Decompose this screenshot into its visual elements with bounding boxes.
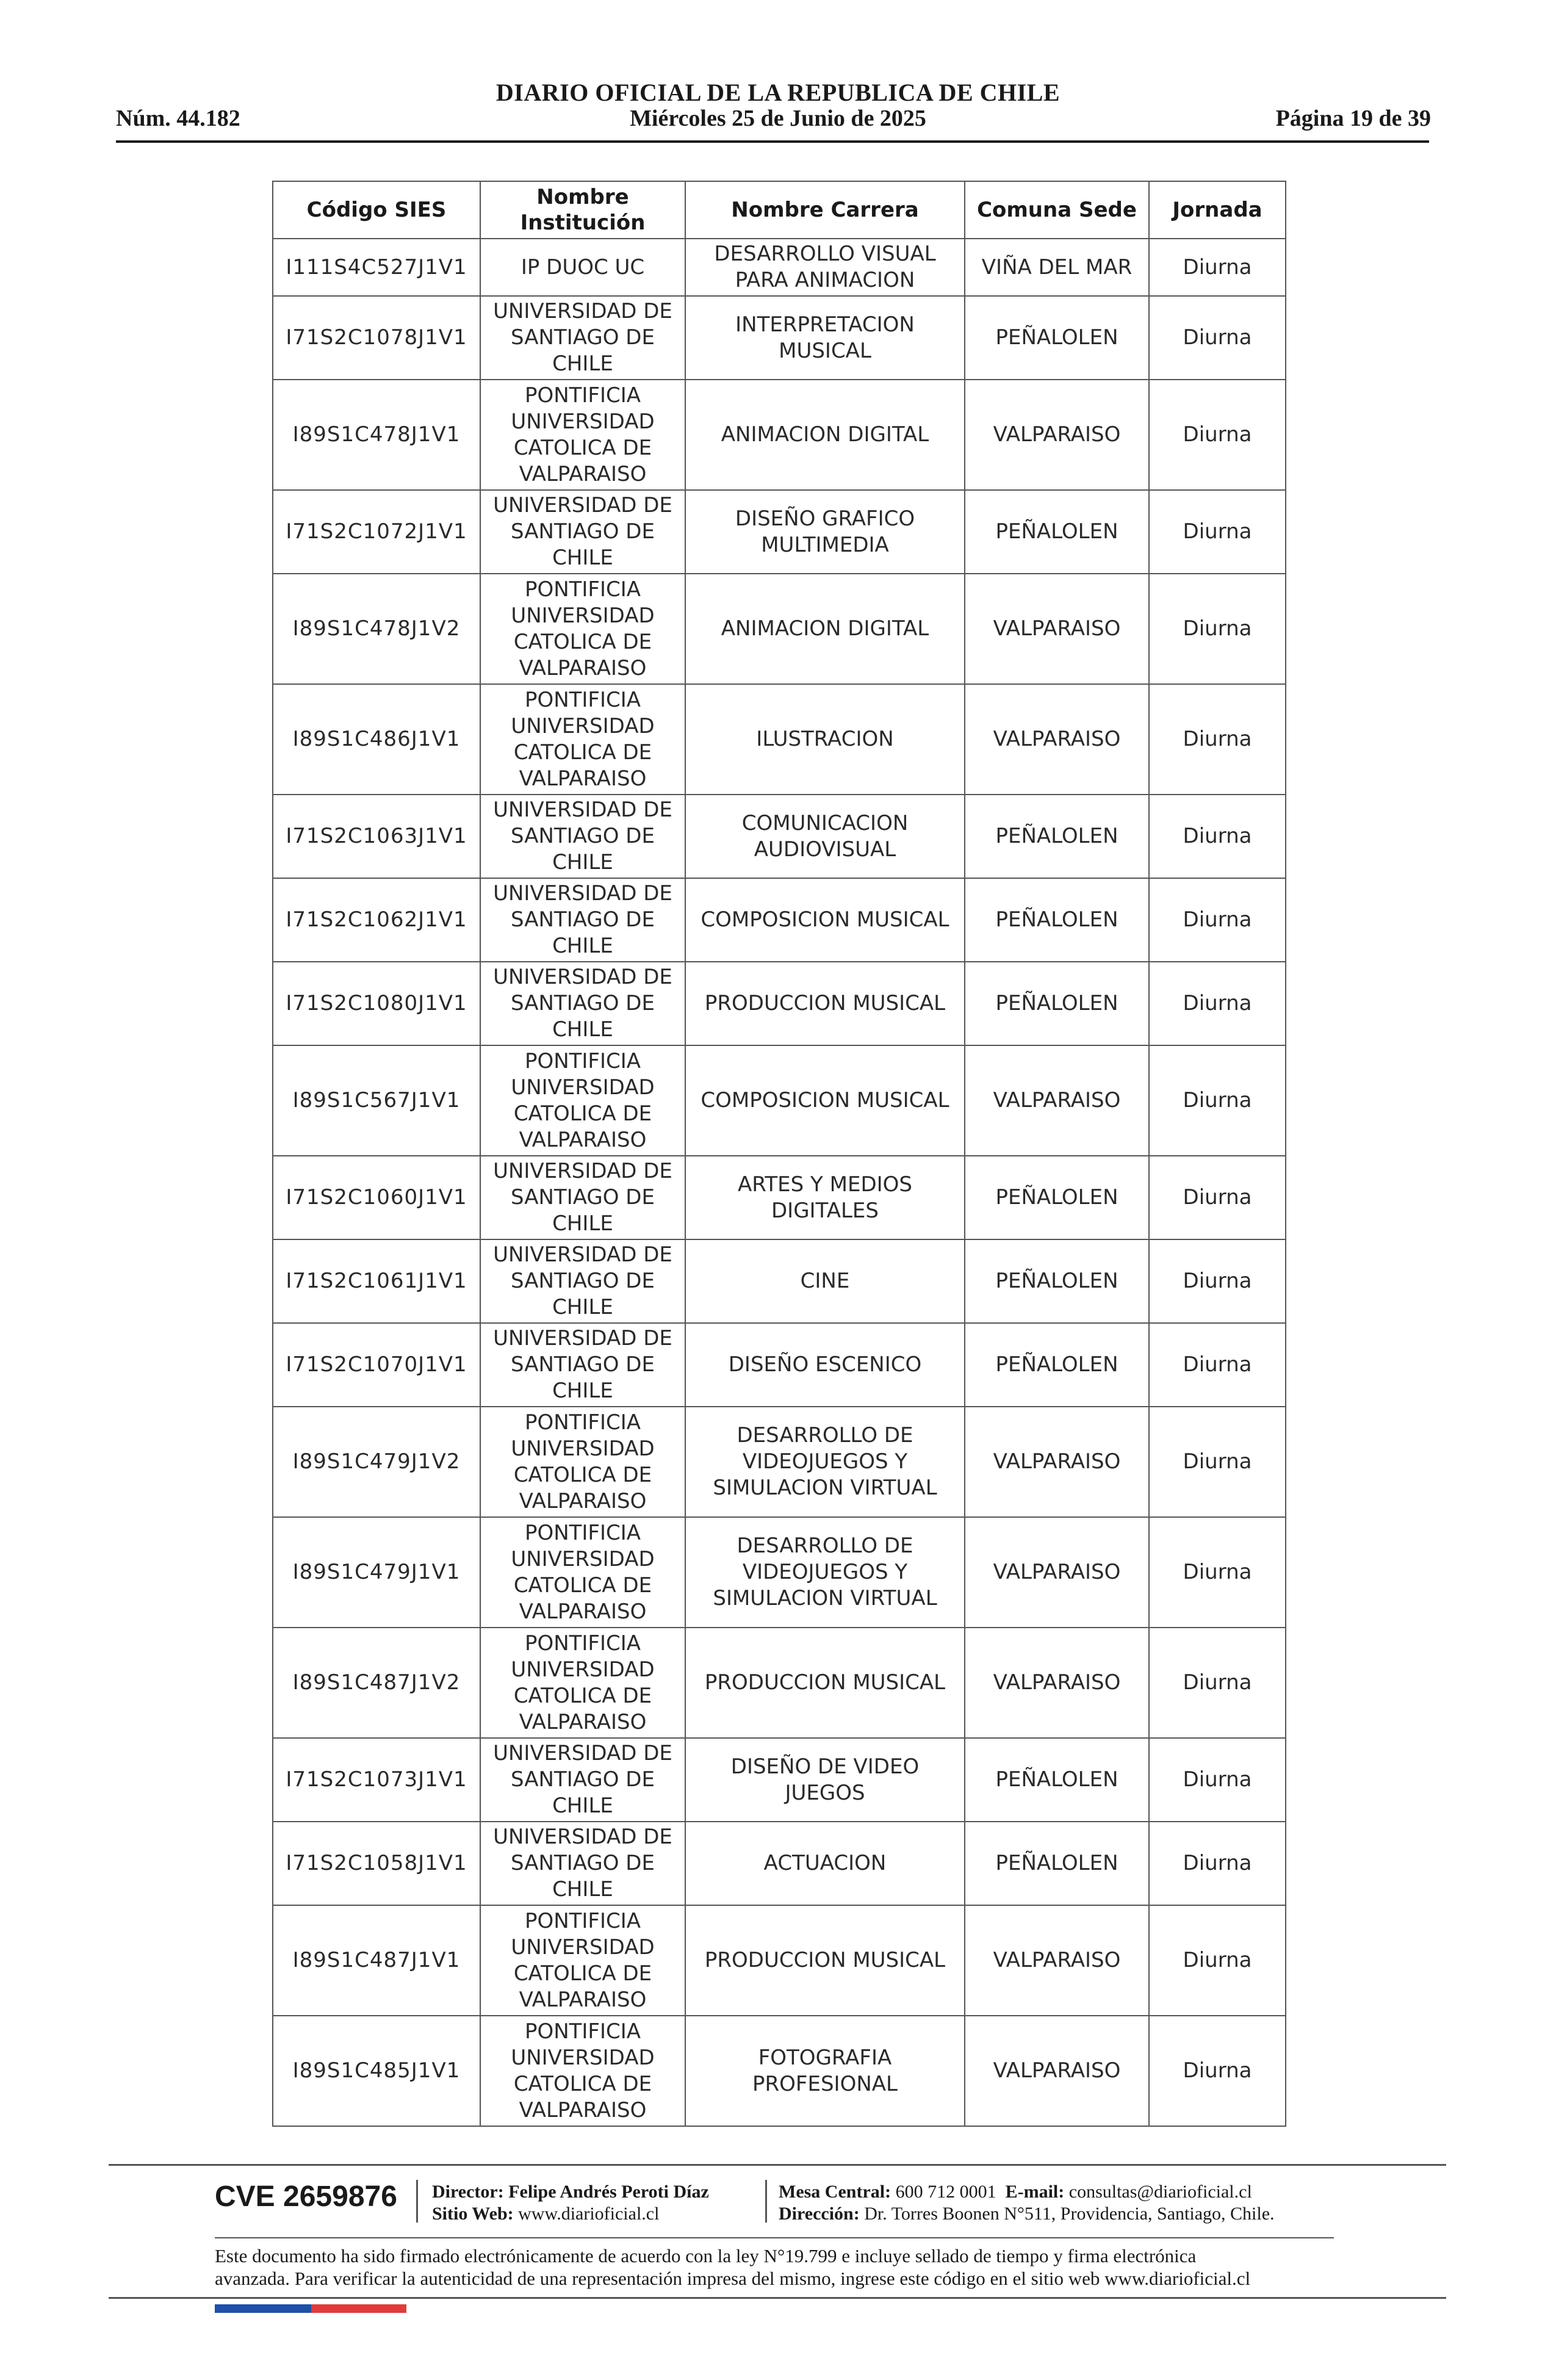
table-row <box>273 878 1286 962</box>
footer-contact-block <box>779 2181 1275 2225</box>
cell-codigo: I111S4C527J1V1 <box>273 239 480 296</box>
newspaper-title: DIARIO OFICIAL DE LA REPUBLICA DE CHILE <box>495 79 1061 106</box>
legal-line: Este documento ha sido firmado electrónicamente de acuerdo con la ley N°19.799 e incluye sellado de tiempo y firma electrónica <box>215 2245 1197 2266</box>
table-row <box>273 1822 1286 1905</box>
cell-institucion: UNIVERSIDAD DE SANTIAGO DE CHILE <box>480 296 685 380</box>
cell-comuna: PEÑALOLEN <box>965 490 1149 574</box>
cell-jornada: Diurna <box>1149 296 1286 380</box>
cell-codigo: I71S2C1062J1V1 <box>273 878 480 962</box>
cell-carrera: DESARROLLO DE VIDEOJUEGOS Y SIMULACION VIRTUAL <box>685 1407 965 1517</box>
cell-jornada: Diurna <box>1149 1738 1286 1822</box>
cell-comuna: VALPARAISO <box>965 684 1149 795</box>
email-label: E-mail: <box>1005 2182 1065 2202</box>
cell-codigo: I71S2C1078J1V1 <box>273 296 480 380</box>
cell-institucion: PONTIFICIA UNIVERSIDAD CATOLICA DE VALPARAISO <box>480 1407 685 1517</box>
director-label: Director: <box>432 2182 504 2202</box>
cell-carrera: DISEÑO ESCENICO <box>685 1323 965 1407</box>
cell-jornada: Diurna <box>1149 1905 1286 2016</box>
table-row <box>273 1045 1286 1156</box>
cell-jornada: Diurna <box>1149 878 1286 962</box>
cell-carrera: PRODUCCION MUSICAL <box>685 1628 965 1738</box>
cell-comuna: PEÑALOLEN <box>965 962 1149 1045</box>
address-label: Dirección: <box>779 2204 860 2224</box>
web-label: Sitio Web: <box>432 2204 514 2224</box>
cell-carrera: DESARROLLO DE VIDEOJUEGOS Y SIMULACION VIRTUAL <box>685 1517 965 1628</box>
table-row <box>273 239 1286 296</box>
cell-institucion: PONTIFICIA UNIVERSIDAD CATOLICA DE VALPARAISO <box>480 574 685 684</box>
cell-codigo: I89S1C478J1V2 <box>273 574 480 684</box>
cell-codigo: I89S1C478J1V1 <box>273 380 480 490</box>
cell-codigo: I89S1C485J1V1 <box>273 2016 480 2126</box>
cell-jornada: Diurna <box>1149 380 1286 490</box>
cell-institucion: PONTIFICIA UNIVERSIDAD CATOLICA DE VALPARAISO <box>480 2016 685 2126</box>
cell-codigo: I71S2C1080J1V1 <box>273 962 480 1045</box>
cell-institucion: PONTIFICIA UNIVERSIDAD CATOLICA DE VALPARAISO <box>480 1628 685 1738</box>
cell-codigo: I71S2C1070J1V1 <box>273 1323 480 1407</box>
table-row <box>273 795 1286 878</box>
cve-code: CVE 2659876 <box>215 2180 397 2213</box>
cell-carrera: ANIMACION DIGITAL <box>685 574 965 684</box>
cell-comuna: PEÑALOLEN <box>965 1323 1149 1407</box>
cell-comuna: PEÑALOLEN <box>965 1156 1149 1239</box>
cell-jornada: Diurna <box>1149 2016 1286 2126</box>
table-row <box>273 490 1286 574</box>
cell-institucion: UNIVERSIDAD DE SANTIAGO DE CHILE <box>480 1156 685 1239</box>
cell-codigo: I71S2C1063J1V1 <box>273 795 480 878</box>
cell-comuna: PEÑALOLEN <box>965 1239 1149 1323</box>
cell-comuna: PEÑALOLEN <box>965 1738 1149 1822</box>
table-row <box>273 1905 1286 2016</box>
cell-comuna: VIÑA DEL MAR <box>965 239 1149 296</box>
director-name: Felipe Andrés Peroti Díaz <box>508 2182 709 2202</box>
table-row <box>273 2016 1286 2126</box>
cell-institucion: PONTIFICIA UNIVERSIDAD CATOLICA DE VALPARAISO <box>480 1905 685 2016</box>
cell-codigo: I71S2C1060J1V1 <box>273 1156 480 1239</box>
cell-jornada: Diurna <box>1149 1156 1286 1239</box>
footer-divider <box>215 2237 1334 2238</box>
cell-codigo: I71S2C1061J1V1 <box>273 1239 480 1323</box>
footer-divider <box>109 2164 1446 2166</box>
cell-carrera: COMPOSICION MUSICAL <box>685 878 965 962</box>
mesa-label: Mesa Central: <box>779 2182 891 2202</box>
table-row <box>273 1239 1286 1323</box>
cell-institucion: UNIVERSIDAD DE SANTIAGO DE CHILE <box>480 795 685 878</box>
cell-carrera: COMPOSICION MUSICAL <box>685 1045 965 1156</box>
cell-carrera: FOTOGRAFIA PROFESIONAL <box>685 2016 965 2126</box>
cell-carrera: DESARROLLO VISUAL PARA ANIMACION <box>685 239 965 296</box>
cell-institucion: UNIVERSIDAD DE SANTIAGO DE CHILE <box>480 490 685 574</box>
cell-comuna: VALPARAISO <box>965 1628 1149 1738</box>
cell-institucion: PONTIFICIA UNIVERSIDAD CATOLICA DE VALPARAISO <box>480 1517 685 1628</box>
cell-institucion: PONTIFICIA UNIVERSIDAD CATOLICA DE VALPARAISO <box>480 1045 685 1156</box>
cell-codigo: I89S1C479J1V2 <box>273 1407 480 1517</box>
cell-codigo: I71S2C1073J1V1 <box>273 1738 480 1822</box>
cell-institucion: PONTIFICIA UNIVERSIDAD CATOLICA DE VALPARAISO <box>480 380 685 490</box>
column-header-codigo: Código SIES <box>273 181 480 239</box>
cell-comuna: VALPARAISO <box>965 1517 1149 1628</box>
issue-number: Núm. 44.182 <box>116 106 240 131</box>
cell-comuna: VALPARAISO <box>965 1905 1149 2016</box>
cell-jornada: Diurna <box>1149 1239 1286 1323</box>
cell-carrera: PRODUCCION MUSICAL <box>685 962 965 1045</box>
cell-comuna: VALPARAISO <box>965 380 1149 490</box>
cell-comuna: PEÑALOLEN <box>965 1822 1149 1905</box>
cell-comuna: VALPARAISO <box>965 1045 1149 1156</box>
cell-jornada: Diurna <box>1149 1045 1286 1156</box>
table-row <box>273 1156 1286 1239</box>
cell-codigo: I71S2C1058J1V1 <box>273 1822 480 1905</box>
mesa-phone: 600 712 0001 <box>895 2182 996 2202</box>
column-header-institucion: Nombre Institución <box>480 181 685 239</box>
header-divider <box>116 140 1429 143</box>
footer-separator <box>416 2180 418 2223</box>
cell-carrera: ILUSTRACION <box>685 684 965 795</box>
cell-jornada: Diurna <box>1149 684 1286 795</box>
cell-jornada: Diurna <box>1149 1628 1286 1738</box>
cell-jornada: Diurna <box>1149 1323 1286 1407</box>
table-row <box>273 962 1286 1045</box>
cell-codigo: I89S1C487J1V1 <box>273 1905 480 2016</box>
cell-carrera: PRODUCCION MUSICAL <box>685 1905 965 2016</box>
cell-jornada: Diurna <box>1149 1822 1286 1905</box>
cell-jornada: Diurna <box>1149 962 1286 1045</box>
cell-codigo: I89S1C479J1V1 <box>273 1517 480 1628</box>
cell-jornada: Diurna <box>1149 574 1286 684</box>
cell-carrera: INTERPRETACION MUSICAL <box>685 296 965 380</box>
cell-institucion: IP DUOC UC <box>480 239 685 296</box>
table-header-row <box>273 181 1286 239</box>
footer-director-block <box>432 2181 709 2225</box>
legal-notice <box>215 2245 1374 2290</box>
cell-comuna: VALPARAISO <box>965 1407 1149 1517</box>
cell-codigo: I89S1C567J1V1 <box>273 1045 480 1156</box>
table-row <box>273 1517 1286 1628</box>
cell-institucion: UNIVERSIDAD DE SANTIAGO DE CHILE <box>480 878 685 962</box>
flag-stripe-blue <box>215 2304 311 2313</box>
cell-jornada: Diurna <box>1149 795 1286 878</box>
cell-carrera: ARTES Y MEDIOS DIGITALES <box>685 1156 965 1239</box>
email-link[interactable]: consultas@diarioficial.cl <box>1068 2182 1252 2202</box>
flag-stripe-red <box>311 2304 406 2313</box>
cell-codigo: I89S1C486J1V1 <box>273 684 480 795</box>
cell-institucion: UNIVERSIDAD DE SANTIAGO DE CHILE <box>480 1239 685 1323</box>
cell-jornada: Diurna <box>1149 239 1286 296</box>
cell-comuna: VALPARAISO <box>965 2016 1149 2126</box>
cell-institucion: UNIVERSIDAD DE SANTIAGO DE CHILE <box>480 962 685 1045</box>
cell-codigo: I71S2C1072J1V1 <box>273 490 480 574</box>
cell-carrera: CINE <box>685 1239 965 1323</box>
table-row <box>273 574 1286 684</box>
table-row <box>273 1738 1286 1822</box>
table-row <box>273 296 1286 380</box>
cell-comuna: VALPARAISO <box>965 574 1149 684</box>
legal-line: avanzada. Para verificar la autenticidad de una representación impresa del mismo, ingrese este código en el sitio web www.diarioficial.cl <box>215 2268 1251 2289</box>
careers-table <box>272 181 1286 2127</box>
web-link[interactable]: www.diarioficial.cl <box>518 2204 660 2224</box>
column-header-comuna: Comuna Sede <box>965 181 1149 239</box>
cell-comuna: PEÑALOLEN <box>965 296 1149 380</box>
cell-institucion: UNIVERSIDAD DE SANTIAGO DE CHILE <box>480 1738 685 1822</box>
cell-carrera: DISEÑO DE VIDEO JUEGOS <box>685 1738 965 1822</box>
footer-separator <box>765 2180 767 2223</box>
table-row <box>273 1628 1286 1738</box>
table-row <box>273 684 1286 795</box>
cell-carrera: COMUNICACION AUDIOVISUAL <box>685 795 965 878</box>
cell-jornada: Diurna <box>1149 1407 1286 1517</box>
cell-codigo: I89S1C487J1V2 <box>273 1628 480 1738</box>
cell-comuna: PEÑALOLEN <box>965 878 1149 962</box>
column-header-jornada: Jornada <box>1149 181 1286 239</box>
address-value: Dr. Torres Boonen N°511, Providencia, Santiago, Chile. <box>864 2204 1275 2224</box>
column-header-carrera: Nombre Carrera <box>685 181 965 239</box>
cell-institucion: PONTIFICIA UNIVERSIDAD CATOLICA DE VALPARAISO <box>480 684 685 795</box>
table-row <box>273 1407 1286 1517</box>
cell-carrera: ANIMACION DIGITAL <box>685 380 965 490</box>
cell-jornada: Diurna <box>1149 1517 1286 1628</box>
cell-institucion: UNIVERSIDAD DE SANTIAGO DE CHILE <box>480 1822 685 1905</box>
cell-carrera: DISEÑO GRAFICO MULTIMEDIA <box>685 490 965 574</box>
page-number: Página 19 de 39 <box>1275 106 1431 131</box>
issue-date: Miércoles 25 de Junio de 2025 <box>630 106 926 131</box>
table-row <box>273 380 1286 490</box>
footer-divider <box>109 2297 1446 2299</box>
table-row <box>273 1323 1286 1407</box>
cell-carrera: ACTUACION <box>685 1822 965 1905</box>
cell-comuna: PEÑALOLEN <box>965 795 1149 878</box>
cell-institucion: UNIVERSIDAD DE SANTIAGO DE CHILE <box>480 1323 685 1407</box>
cell-jornada: Diurna <box>1149 490 1286 574</box>
